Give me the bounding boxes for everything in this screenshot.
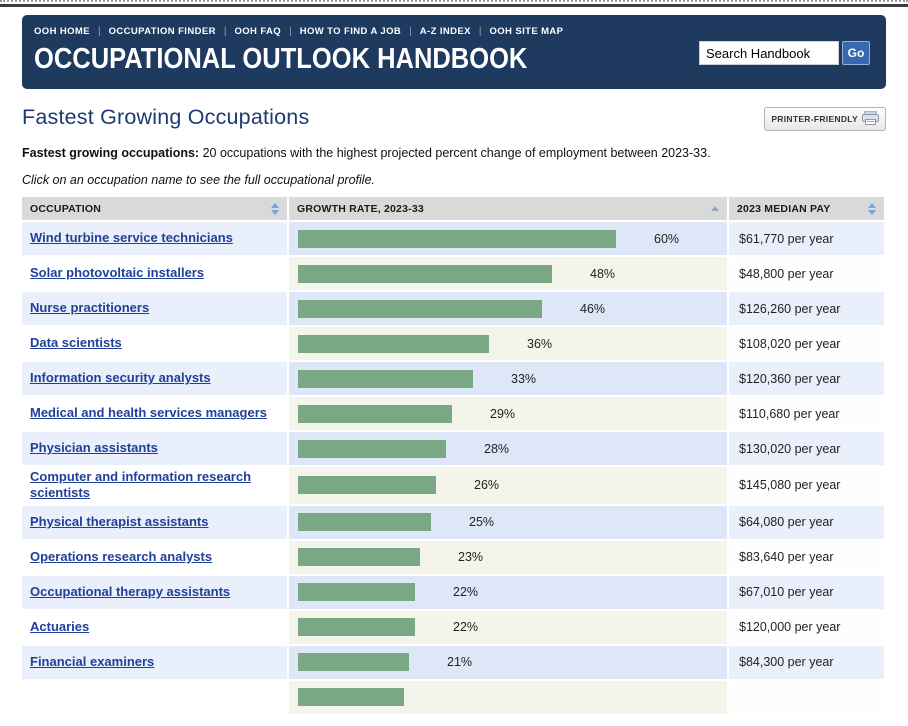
printer-friendly-button[interactable] [764, 107, 886, 131]
column-header-occupation[interactable] [22, 197, 287, 220]
occupation-cell [22, 292, 287, 325]
occupation-link[interactable]: Physician assistants [30, 440, 158, 456]
table-row [22, 646, 884, 681]
growth-rate-value: 23% [458, 550, 484, 564]
growth-rate-value: 29% [490, 406, 516, 421]
table-row [22, 257, 884, 292]
median-pay-cell: $83,640 per year [729, 541, 884, 574]
site-title: OCCUPATIONAL OUTLOOK HANDBOOK [34, 43, 528, 75]
table-row [22, 397, 884, 432]
search-input[interactable] [699, 41, 839, 65]
column-header-growth-rate-2023-33[interactable] [289, 197, 727, 220]
table-row [22, 611, 884, 646]
occupation-link[interactable]: Physical therapist assistants [30, 513, 209, 529]
column-header-label: 2023 MEDIAN PAY [737, 202, 831, 215]
growth-rate-bar [298, 405, 452, 423]
growth-rate-cell [289, 576, 727, 609]
table-body [22, 222, 884, 716]
median-pay-cell: $110,680 per year [729, 397, 884, 430]
occupation-cell [22, 362, 287, 395]
growth-rate-cell [289, 646, 727, 679]
column-header-label: OCCUPATION [30, 202, 102, 215]
median-pay-cell: $84,300 per year [729, 646, 884, 679]
growth-rate-cell [289, 681, 727, 714]
growth-rate-bar [298, 300, 542, 318]
table-row [22, 292, 884, 327]
growth-rate-value: 21% [447, 655, 473, 669]
occupation-cell [22, 506, 287, 539]
printer-icon [862, 111, 879, 127]
occupation-link[interactable]: Solar photovoltaic installers [30, 265, 205, 281]
occupation-cell [22, 222, 287, 255]
click-note: Click on an occupation name to see the full occupational profile. [22, 173, 375, 187]
growth-rate-bar [298, 440, 446, 458]
growth-rate-value: 22% [453, 585, 479, 599]
nav-separator: | [409, 26, 412, 37]
median-pay-cell: $145,080 per year [729, 467, 884, 504]
occupation-link[interactable]: Financial examiners [30, 653, 155, 669]
occupation-cell [22, 467, 287, 504]
banner-nav-link-ooh-faq[interactable]: OOH FAQ [234, 26, 282, 37]
growth-rate-value: 48% [590, 266, 616, 281]
table-row [22, 432, 884, 467]
nav-separator: | [97, 26, 101, 37]
growth-rate-bar [298, 265, 552, 283]
occupation-link[interactable]: Wind turbine service technicians [30, 230, 233, 246]
occupation-cell [22, 257, 287, 290]
sort-toggle-icon [868, 203, 876, 215]
sort-ascending-icon [711, 206, 719, 211]
growth-rate-value: 46% [580, 301, 606, 316]
occupation-cell [22, 397, 287, 430]
growth-rate-value: 36% [527, 336, 553, 351]
window-top-border [0, 0, 908, 7]
search-area [699, 41, 870, 65]
growth-rate-cell [289, 506, 727, 539]
sort-toggle-icon [271, 203, 279, 215]
growth-rate-bar [298, 548, 420, 566]
page-title: Fastest Growing Occupations [22, 105, 310, 129]
table-row [22, 541, 884, 576]
growth-rate-bar [298, 618, 415, 636]
growth-rate-bar [298, 583, 415, 601]
occupations-table [22, 197, 884, 716]
nav-separator: | [478, 26, 482, 37]
median-pay-cell: $120,000 per year [729, 611, 884, 644]
occupation-link[interactable]: Data scientists [30, 335, 122, 351]
growth-rate-bar [298, 688, 404, 706]
occupation-link[interactable]: Occupational therapy assistants [30, 583, 231, 599]
growth-rate-value: 25% [469, 515, 495, 529]
growth-rate-value: 22% [453, 620, 479, 634]
occupation-cell [22, 646, 287, 679]
banner-nav-link-occupation-finder[interactable]: OCCUPATION FINDER [108, 26, 216, 37]
growth-rate-cell [289, 292, 727, 325]
growth-rate-bar [298, 513, 431, 531]
median-pay-cell: $61,770 per year [729, 222, 884, 255]
column-header-label: GROWTH RATE, 2023-33 [297, 202, 424, 215]
search-go-button[interactable]: Go [842, 41, 870, 65]
table-row [22, 222, 884, 257]
occupation-cell [22, 681, 287, 714]
occupation-link[interactable]: Information security analysts [30, 370, 211, 386]
intro-bold: Fastest growing occupations: [22, 146, 200, 160]
table-row [22, 506, 884, 541]
page-content [0, 105, 908, 716]
nav-separator: | [223, 26, 227, 37]
occupation-link[interactable]: Actuaries [30, 618, 90, 634]
banner-nav [34, 26, 872, 37]
occupation-cell [22, 541, 287, 574]
banner-nav-link-a-z-index[interactable]: A-Z INDEX [419, 26, 471, 37]
site-banner [22, 15, 886, 89]
table-row [22, 467, 884, 506]
median-pay-cell: $126,260 per year [729, 292, 884, 325]
occupation-cell [22, 432, 287, 465]
banner-nav-link-how-to-find-a-job[interactable]: HOW TO FIND A JOB [299, 26, 402, 37]
intro-rest: 20 occupations with the highest projected percent change of employment between 2023-33. [199, 146, 711, 160]
median-pay-cell: $120,360 per year [729, 362, 884, 395]
occupation-link[interactable]: Operations research analysts [30, 548, 213, 564]
table-row [22, 576, 884, 611]
growth-rate-cell [289, 467, 727, 504]
banner-nav-link-ooh-home[interactable]: OOH HOME [34, 26, 90, 37]
intro-text [22, 146, 886, 160]
growth-rate-cell [289, 327, 727, 360]
column-header-2023-median-pay[interactable] [729, 197, 884, 220]
growth-rate-bar [298, 476, 436, 494]
printer-friendly-label: PRINTER-FRIENDLY [771, 114, 858, 124]
growth-rate-cell [289, 397, 727, 430]
occupation-link[interactable]: Medical and health services managers [30, 405, 267, 421]
occupation-link[interactable]: Nurse practitioners [30, 300, 150, 316]
growth-rate-cell [289, 432, 727, 465]
growth-rate-value: 28% [484, 441, 510, 456]
occupation-cell [22, 576, 287, 609]
growth-rate-bar [298, 335, 489, 353]
table-row [22, 362, 884, 397]
growth-rate-cell [289, 222, 727, 255]
occupation-cell [22, 327, 287, 360]
median-pay-cell: $48,800 per year [729, 257, 884, 290]
median-pay-cell: $108,020 per year [729, 327, 884, 360]
table-header-row [22, 197, 884, 222]
nav-separator: | [289, 26, 292, 37]
growth-rate-bar [298, 230, 616, 248]
table-row [22, 327, 884, 362]
occupation-link[interactable]: Computer and information research scientists [30, 469, 252, 501]
median-pay-cell: $130,020 per year [729, 432, 884, 465]
growth-rate-cell [289, 611, 727, 644]
growth-rate-bar [298, 653, 409, 671]
table-row [22, 681, 884, 716]
growth-rate-value: 33% [511, 371, 537, 386]
median-pay-cell [729, 681, 884, 714]
median-pay-cell: $64,080 per year [729, 506, 884, 539]
growth-rate-cell [289, 257, 727, 290]
median-pay-cell: $67,010 per year [729, 576, 884, 609]
growth-rate-cell [289, 362, 727, 395]
growth-rate-value: 26% [474, 478, 500, 493]
growth-rate-value: 60% [654, 231, 680, 246]
occupation-cell [22, 611, 287, 644]
growth-rate-cell [289, 541, 727, 574]
banner-nav-link-ooh-site-map[interactable]: OOH SITE MAP [489, 26, 564, 37]
growth-rate-bar [298, 370, 473, 388]
